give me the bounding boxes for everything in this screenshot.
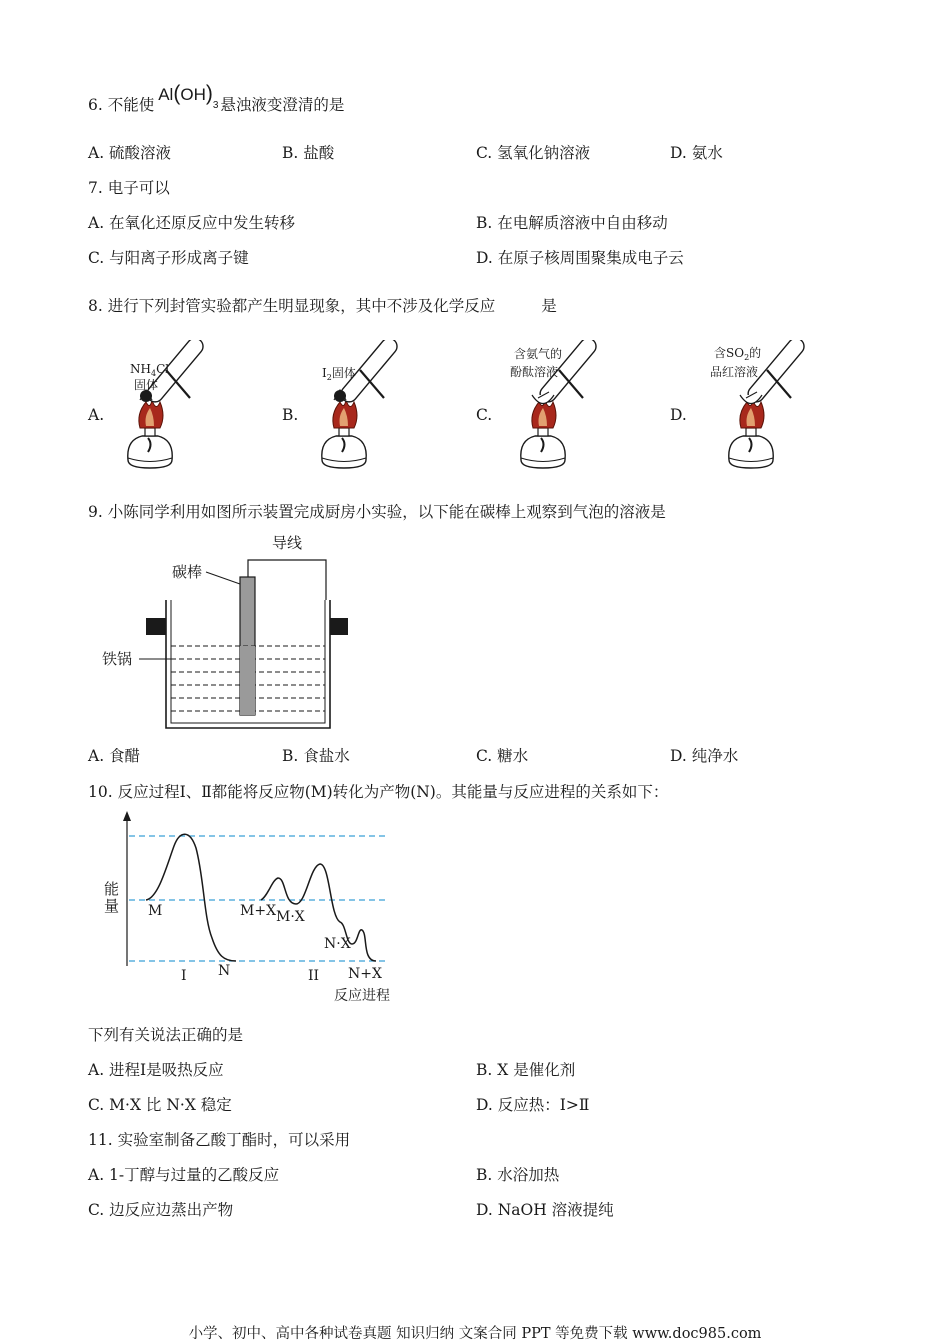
q11-option-d[interactable]: D. NaOH 溶液提纯 bbox=[476, 1201, 614, 1219]
q6-formula-al: Al bbox=[158, 85, 174, 104]
q9-rod-pointer bbox=[206, 572, 240, 584]
q9-option-a[interactable]: A. 食醋 bbox=[88, 747, 141, 765]
q9-option-d[interactable]: D. 纯净水 bbox=[670, 747, 739, 765]
q10-curve-i bbox=[146, 834, 236, 961]
q8-b-label-1: $I_2$固体 bbox=[322, 366, 356, 382]
q7-option-c[interactable]: C. 与阳离子形成离子键 bbox=[88, 249, 249, 267]
q10-label-nx1: N·X bbox=[324, 936, 351, 952]
q9-figure bbox=[96, 528, 366, 738]
q6-option-c[interactable]: C. 氢氧化钠溶液 bbox=[476, 144, 591, 162]
q10-label-mx1: M+X bbox=[240, 903, 277, 919]
q8-option-c[interactable]: C. bbox=[476, 406, 493, 424]
q10-label-mx2: M·X bbox=[276, 909, 305, 925]
q8-c-label-2: 酚酞溶液 bbox=[510, 365, 559, 379]
page-footer: 小学、初中、高中各种试卷真题 知识归纳 文案合同 PPT 等免费下载 www.doc985.com bbox=[188, 1326, 762, 1342]
q11-option-b[interactable]: B. 水浴加热 bbox=[476, 1166, 560, 1184]
q8-d-figure bbox=[710, 340, 807, 468]
q8-a-label-1: $NH_4Cl$ bbox=[130, 362, 170, 378]
q10-x-label: 反应进程 bbox=[334, 988, 390, 1004]
q10-stem: 10. 反应过程Ⅰ、Ⅱ都能将反应物(M)转化为产物(N)。其能量与反应进程的关系如下： bbox=[88, 783, 669, 801]
q9-wire-label: 导线 bbox=[272, 534, 303, 552]
q9-option-c[interactable]: C. 糖水 bbox=[476, 747, 529, 765]
q10-option-c[interactable]: C. M·X 比 N·X 稳定 bbox=[88, 1096, 232, 1114]
q10-label-i: I bbox=[181, 968, 187, 984]
q6-formula-lparen: ( bbox=[173, 82, 181, 105]
q6-option-b[interactable]: B. 盐酸 bbox=[282, 144, 335, 162]
q8-c-figure bbox=[510, 340, 599, 468]
q8-d-label-1: 含$SO_2$的 bbox=[714, 346, 762, 362]
q8-a-label-2: 固体 bbox=[134, 378, 159, 392]
q6-formula-sub: 3 bbox=[212, 100, 219, 112]
q10-label-nx2: N+X bbox=[348, 966, 382, 982]
q7-option-a[interactable]: A. 在氧化还原反应中发生转移 bbox=[88, 214, 296, 232]
q9-wire bbox=[248, 560, 326, 600]
q6-stem bbox=[88, 82, 345, 122]
q6-option-a[interactable]: A. 硫酸溶液 bbox=[88, 144, 172, 162]
q10-y-label-1: 能 bbox=[104, 880, 120, 898]
q6-option-d[interactable]: D. 氨水 bbox=[670, 144, 723, 162]
q11-option-a[interactable]: A. 1-丁醇与过量的乙酸反应 bbox=[88, 1166, 280, 1184]
q9-stem: 9. 小陈同学利用如图所示装置完成厨房小实验，以下能在碳棒上观察到气泡的溶液是 bbox=[88, 503, 666, 521]
q9-rod-label: 碳棒 bbox=[172, 563, 203, 581]
q10-option-b[interactable]: B. X 是催化剂 bbox=[476, 1061, 576, 1079]
q6-formula-rparen: ) bbox=[205, 82, 213, 105]
q11-stem: 11. 实验室制备乙酸丁酯时，可以采用 bbox=[88, 1131, 351, 1149]
q9-pot-label: 铁锅 bbox=[102, 650, 133, 668]
q9-handle-left bbox=[146, 618, 166, 635]
q10-option-d[interactable]: D. 反应热：Ⅰ>Ⅱ bbox=[476, 1096, 590, 1114]
q8-option-a[interactable]: A. bbox=[88, 406, 105, 424]
q9-handle-right bbox=[330, 618, 348, 635]
q10-label-m: M bbox=[148, 903, 163, 919]
q8-b-figure bbox=[322, 340, 400, 468]
q8-option-b[interactable]: B. bbox=[282, 406, 299, 424]
q7-stem: 7. 电子可以 bbox=[88, 179, 170, 197]
q6-formula bbox=[158, 82, 219, 112]
q8-option-d[interactable]: D. bbox=[670, 406, 687, 424]
q8-stem-end: 是 bbox=[541, 297, 557, 315]
q10-label-ii: II bbox=[308, 968, 320, 984]
q10-y-label-2: 量 bbox=[104, 897, 120, 915]
q6-stem-pre: 6. 不能使 bbox=[88, 96, 155, 114]
q10-label-n: N bbox=[218, 963, 231, 979]
q8-a-figure bbox=[128, 340, 206, 468]
q8-c-label-1: 含氨气的 bbox=[514, 347, 563, 361]
q10-option-a[interactable]: A. 进程Ⅰ是吸热反应 bbox=[88, 1061, 224, 1079]
q10-prompt: 下列有关说法正确的是 bbox=[88, 1026, 244, 1044]
q11-option-c[interactable]: C. 边反应边蒸出产物 bbox=[88, 1201, 234, 1219]
q6-stem-post: 悬浊液变澄清的是 bbox=[220, 96, 345, 114]
q9-option-b[interactable]: B. 食盐水 bbox=[282, 747, 350, 765]
q7-option-d[interactable]: D. 在原子核周围聚集成电子云 bbox=[476, 249, 684, 267]
q8-d-label-2: 品红溶液 bbox=[710, 365, 759, 379]
q6-formula-oh: OH bbox=[180, 85, 206, 104]
q10-energy-diagram bbox=[96, 808, 406, 1008]
q8-stem-main: 8. 进行下列封管实验都产生明显现象，其中不涉及化学反应 bbox=[88, 297, 496, 315]
q8-figures bbox=[100, 340, 950, 480]
q7-option-b[interactable]: B. 在电解质溶液中自由移动 bbox=[476, 214, 668, 232]
q8-stem bbox=[88, 296, 557, 316]
